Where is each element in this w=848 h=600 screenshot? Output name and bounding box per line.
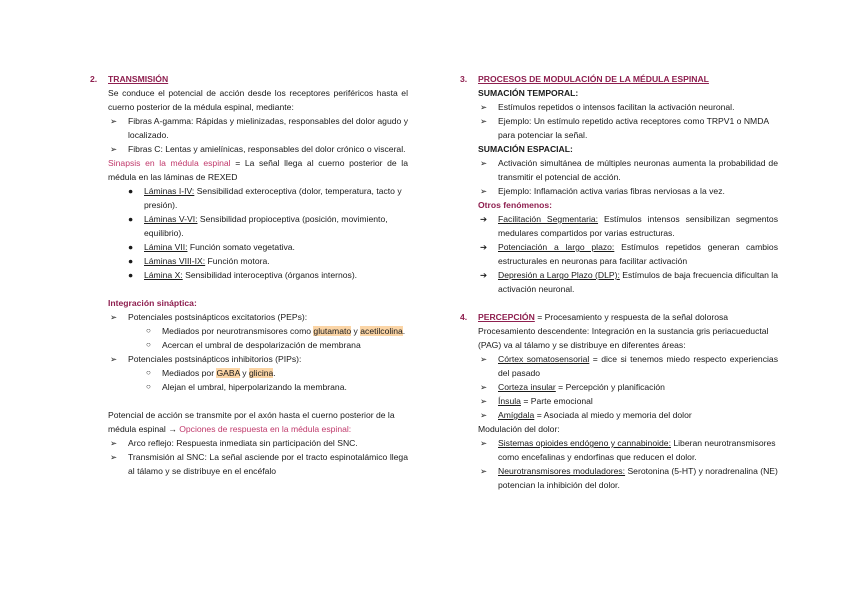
list-item: ➢ Ejemplo: Un estímulo repetido activa receptores como TRPV1 o NMDA para potenciar la señal. — [480, 116, 769, 140]
list-item: ➢ Potenciales postsinápticos inhibitorios (PIPs): — [110, 354, 302, 364]
paragraph: Sinapsis en la médula espinal = La señal llega al cuerno posterior de la médula en las láminas de REXED — [108, 158, 408, 182]
circle-bullet-icon: ○ — [146, 340, 151, 349]
section-title: TRANSMISIÓN — [108, 74, 169, 84]
arrowhead-bullet-icon: ➢ — [110, 144, 118, 154]
section-title: PERCEPCIÓN — [478, 312, 535, 322]
list-item: ○ Alejan el umbral, hiperpolarizando la membrana. — [146, 382, 347, 392]
highlight: GABA — [216, 368, 240, 378]
list-item: ➢ Potenciales postsinápticos excitatorios (PEPs): — [110, 312, 308, 322]
list-item: ➢ Estímulos repetidos o intensos facilitan la activación neuronal. — [480, 102, 735, 112]
arrowhead-bullet-icon: ➢ — [480, 354, 488, 364]
dot-bullet-icon: ● — [128, 256, 134, 266]
arrowhead-bullet-icon: ➢ — [480, 186, 488, 196]
arrowhead-bullet-icon: ➢ — [110, 452, 118, 462]
list-item: ➢ Ínsula = Parte emocional — [480, 396, 593, 406]
list-item: ○ Acercan el umbral de despolarización de membrana — [146, 340, 361, 350]
otros-fenomenos-heading: Otros fenómenos: — [478, 200, 553, 210]
modulacion-heading: Modulación del dolor: — [478, 424, 560, 434]
arrow-bullet-icon: ➔ — [480, 214, 488, 224]
list-item: ➢ Fibras C: Lentas y amielínicas, responsables del dolor crónico o visceral. — [110, 144, 406, 154]
section-number: 4. — [460, 312, 468, 322]
arrowhead-bullet-icon: ➢ — [480, 116, 488, 126]
list-item: ➢ Transmisión al SNC: La señal asciende por el tracto espinotalámico llega al tálamo y se distribuye en el encéfalo — [110, 452, 408, 476]
arrowhead-bullet-icon: ➢ — [110, 312, 118, 322]
arrowhead-bullet-icon: ➢ — [480, 438, 488, 448]
paragraph: Potencial de acción se transmite por el axón hasta el cuerno posterior de la médula espinal → Opciones de respuesta en la médula espinal: — [108, 410, 395, 434]
list-item: ➔ Potenciación a largo plazo: Estímulos repetidos generan cambios estructurales en neuronas para facilitar activación — [480, 242, 778, 266]
integracion-heading: Integración sináptica: — [108, 298, 197, 308]
list-item: ➢ Córtex somatosensorial = dice si tenemos miedo respecto experiencias del pasado — [480, 354, 778, 378]
arrowhead-bullet-icon: ➢ — [480, 396, 488, 406]
circle-bullet-icon: ○ — [146, 368, 151, 377]
highlight: glutamato — [313, 326, 352, 336]
arrowhead-bullet-icon: ➢ — [480, 410, 488, 420]
paragraph: Se conduce el potencial de acción desde los receptores periféricos hasta el cuerno posterior de la médula espinal, mediante: — [108, 88, 408, 112]
list-item: ➢ Arco reflejo: Respuesta inmediata sin participación del SNC. — [110, 438, 358, 448]
list-item: ● Láminas I-IV: Sensibilidad exteroceptiva (dolor, temperatura, tacto y presión). — [128, 186, 402, 210]
list-item: ➢ Neurotransmisores moduladores: Serotonina (5-HT) y noradrenalina (NE) potencian la inhibición del dolor. — [480, 466, 778, 490]
list-item: ➢ Corteza insular = Percepción y planificación — [480, 382, 665, 392]
list-item: ● Láminas V-VI: Sensibilidad propioceptiva (posición, movimiento, equilibrio). — [128, 214, 388, 238]
sinapsis-heading: Sinapsis en la médula espinal — [108, 158, 231, 168]
section-4-heading: 4. PERCEPCIÓN = Procesamiento y respuesta de la señal dolorosa — [460, 312, 729, 322]
list-item: ● Láminas VIII-IX: Función motora. — [128, 256, 270, 266]
list-item: ● Lámina X: Sensibilidad interoceptiva (órganos internos). — [128, 270, 358, 280]
highlight: glicina — [248, 368, 274, 378]
section-title: PROCESOS DE MODULACIÓN DE LA MÉDULA ESPINAL — [478, 74, 709, 84]
list-item: ➢ Amígdala = Asociada al miedo y memoria del dolor — [480, 410, 692, 420]
arrowhead-bullet-icon: ➢ — [480, 158, 488, 168]
list-item: ➢ Ejemplo: Inflamación activa varias fibras nerviosas a la vez. — [480, 186, 725, 196]
list-item: ➢ Fibras A-gamma: Rápidas y mielinizadas, responsables del dolor agudo y localizado. — [110, 116, 408, 140]
list-item: ○ Mediados por GABA y glicina. — [146, 368, 276, 378]
left-column — [90, 72, 408, 478]
section-number: 3. — [460, 74, 468, 84]
sumacion-temporal-heading: SUMACIÓN TEMPORAL: — [478, 88, 579, 98]
list-item: ➔ Depresión a Largo Plazo (DLP): Estímulos de baja frecuencia dificultan la activación neuronal. — [480, 270, 778, 294]
arrow-bullet-icon: ➔ — [480, 270, 488, 280]
list-item: ➔ Facilitación Segmentaria: Estímulos intensos sensibilizan segmentos medulares compartidos por varias estructuras. — [480, 214, 778, 238]
highlight: acetilcolina — [360, 326, 403, 336]
arrowhead-bullet-icon: ➢ — [480, 102, 488, 112]
section-2-heading — [90, 72, 408, 86]
list-item: ○ Mediados por neurotransmisores como glutamato y acetilcolina. — [146, 326, 406, 336]
dot-bullet-icon: ● — [128, 214, 134, 224]
list-item: ● Lámina VII: Función somato vegetativa. — [128, 242, 295, 252]
dot-bullet-icon: ● — [128, 270, 134, 280]
arrowhead-bullet-icon: ➢ — [110, 354, 118, 364]
section-number: 2. — [90, 74, 98, 84]
arrowhead-bullet-icon: ➢ — [110, 438, 118, 448]
arrowhead-bullet-icon: ➢ — [480, 466, 488, 476]
arrowhead-bullet-icon: ➢ — [110, 116, 118, 126]
dot-bullet-icon: ● — [128, 242, 134, 252]
circle-bullet-icon: ○ — [146, 326, 151, 335]
sumacion-espacial-heading: SUMACIÓN ESPACIAL: — [478, 144, 573, 154]
right-column — [460, 72, 778, 492]
paragraph: Procesamiento descendente: Integración en la sustancia gris periacueductal (PAG) va al tálamo y se distribuye en diferentes áreas: — [478, 326, 769, 350]
opciones-heading: Opciones de respuesta en la médula espinal: — [179, 424, 352, 434]
list-item: ➢ Activación simultánea de múltiples neuronas aumenta la probabilidad de transmitir el potencial de acción. — [480, 158, 778, 182]
section-3-heading — [460, 72, 778, 86]
list-item: ➢ Sistemas opioides endógeno y cannabinoide: Liberan neurotransmisores como encefalinas y endorfinas que reducen el dolor. — [480, 438, 776, 462]
arrowhead-bullet-icon: ➢ — [480, 382, 488, 392]
arrow-bullet-icon: ➔ — [480, 242, 488, 252]
dot-bullet-icon: ● — [128, 186, 134, 196]
circle-bullet-icon: ○ — [146, 382, 151, 391]
